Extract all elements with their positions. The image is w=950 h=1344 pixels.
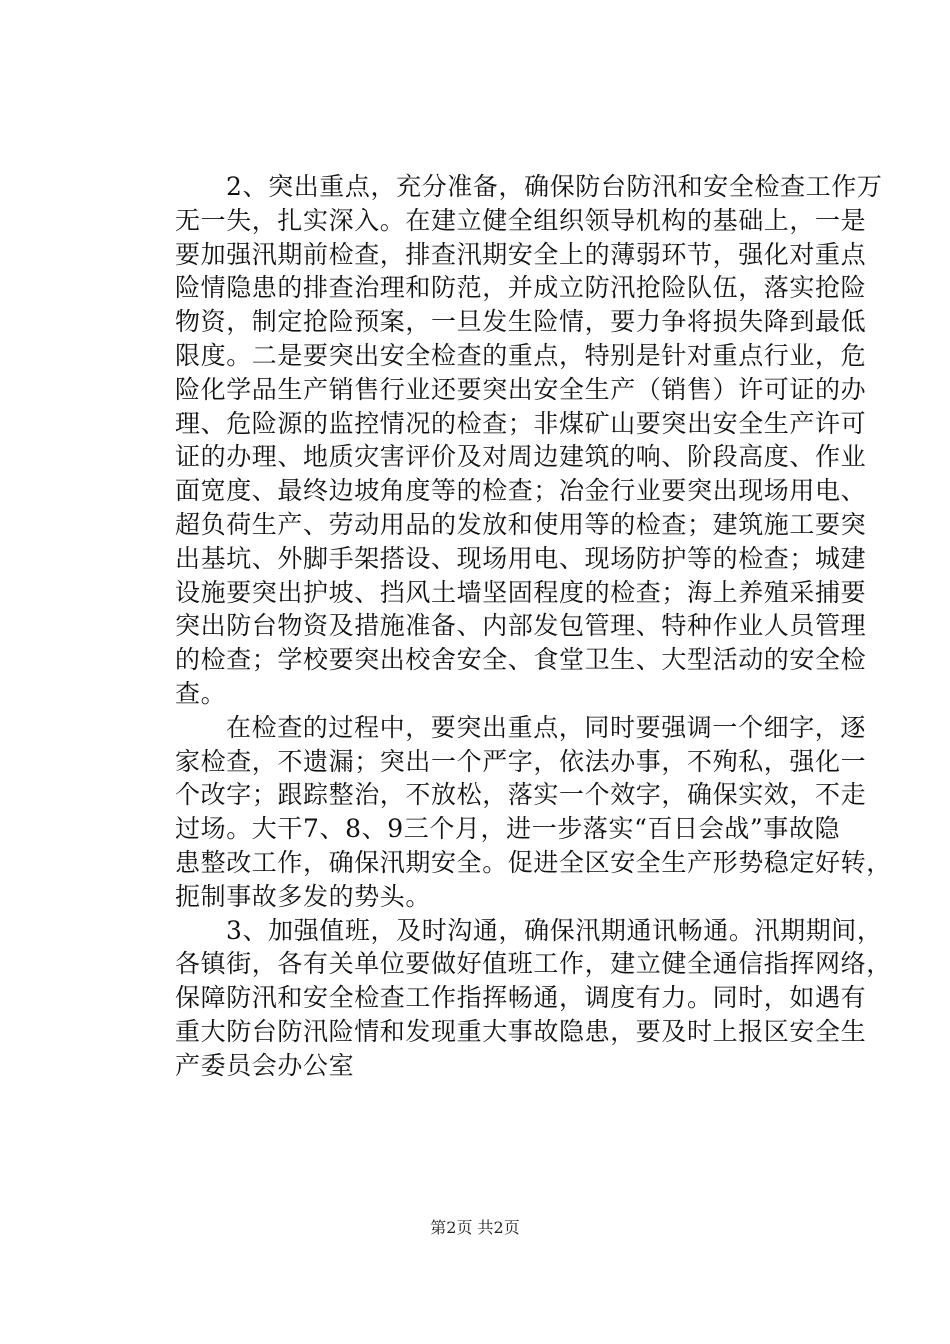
paragraph-2-line: 限度。二是要突出安全检查的重点，特别是针对重点行业，危 [175, 340, 867, 370]
paragraph-2-line: 理、危险源的监控情况的检查；非煤矿山要突出安全生产许可 [175, 408, 867, 438]
paragraph-2-line: 出基坑、外脚手架搭设、现场用电、现场防护等的检查；城建 [175, 543, 867, 573]
inspection-paragraph-line: 扼制事故多发的势头。 [175, 881, 432, 911]
paragraph-2-line: 设施要突出护坡、挡风土墙坚固程度的检查；海上养殖采捕要 [175, 577, 867, 607]
paragraph-2-line: 的检查；学校要突出校舍安全、食堂卫生、大型活动的安全检 [175, 645, 867, 675]
paragraph-2-line: 要加强汛期前检查，排查汛期安全上的薄弱环节，强化对重点 [175, 239, 867, 269]
paragraph-3-line: 各镇街，各有关单位要做好值班工作，建立健全通信指挥网络， [175, 949, 892, 979]
paragraph-3-line: 3、加强值班，及时沟通，确保汛期通讯畅通。汛期期间， [226, 915, 883, 945]
paragraph-2-line: 查。 [175, 678, 227, 708]
paragraph-2-line: 突出防台物资及措施准备、内部发包管理、特种作业人员管理 [175, 611, 867, 641]
paragraph-3-line: 产委员会办公室 [175, 1050, 355, 1080]
paragraph-2-line: 物资，制定抢险预案，一旦发生险情，要力争将损失降到最低 [175, 307, 867, 337]
paragraph-2-line: 无一失，扎实深入。在建立健全组织领导机构的基础上，一是 [175, 205, 867, 235]
paragraph-2-line: 证的办理、地质灾害评价及对周边建筑的响、阶段高度、作业 [175, 442, 867, 472]
inspection-paragraph-line: 个改字；跟踪整治，不放松，落实一个效字，确保实效，不走 [175, 780, 867, 810]
document-body [175, 170, 892, 1083]
paragraph-3-line: 重大防台防汛险情和发现重大事故隐患，要及时上报区安全生 [175, 1016, 867, 1046]
paragraph-2-line: 险情隐患的排查治理和防范，并成立防汛抢险队伍，落实抢险 [175, 273, 867, 303]
paragraph-2-line: 险化学品生产销售行业还要突出安全生产（销售）许可证的办 [175, 374, 867, 404]
inspection-paragraph-line: 在检查的过程中，要突出重点，同时要强调一个细字，逐 [226, 712, 867, 742]
paragraph-3-line: 保障防汛和安全检查工作指挥畅通，调度有力。同时，如遇有 [175, 983, 867, 1013]
paragraph-2-line: 面宽度、最终边坡角度等的检查；冶金行业要突出现场用电、 [175, 476, 867, 506]
inspection-paragraph-line: 患整改工作，确保汛期安全。促进全区安全生产形势稳定好转， [175, 847, 892, 877]
paragraph-2-line: 2、突出重点，充分准备，确保防台防汛和安全检查工作万 [226, 172, 883, 201]
inspection-paragraph-line: 家检查，不遗漏；突出一个严字，依法办事，不殉私，强化一 [175, 746, 867, 776]
page-footer: 第2页 共2页 [430, 1218, 520, 1237]
inspection-paragraph-line: 过场。大干7、8、9三个月，进一步落实“百日会战”事故隐 [175, 814, 841, 844]
paragraph-2-line: 超负荷生产、劳动用品的发放和使用等的检查；建筑施工要突 [175, 509, 867, 539]
